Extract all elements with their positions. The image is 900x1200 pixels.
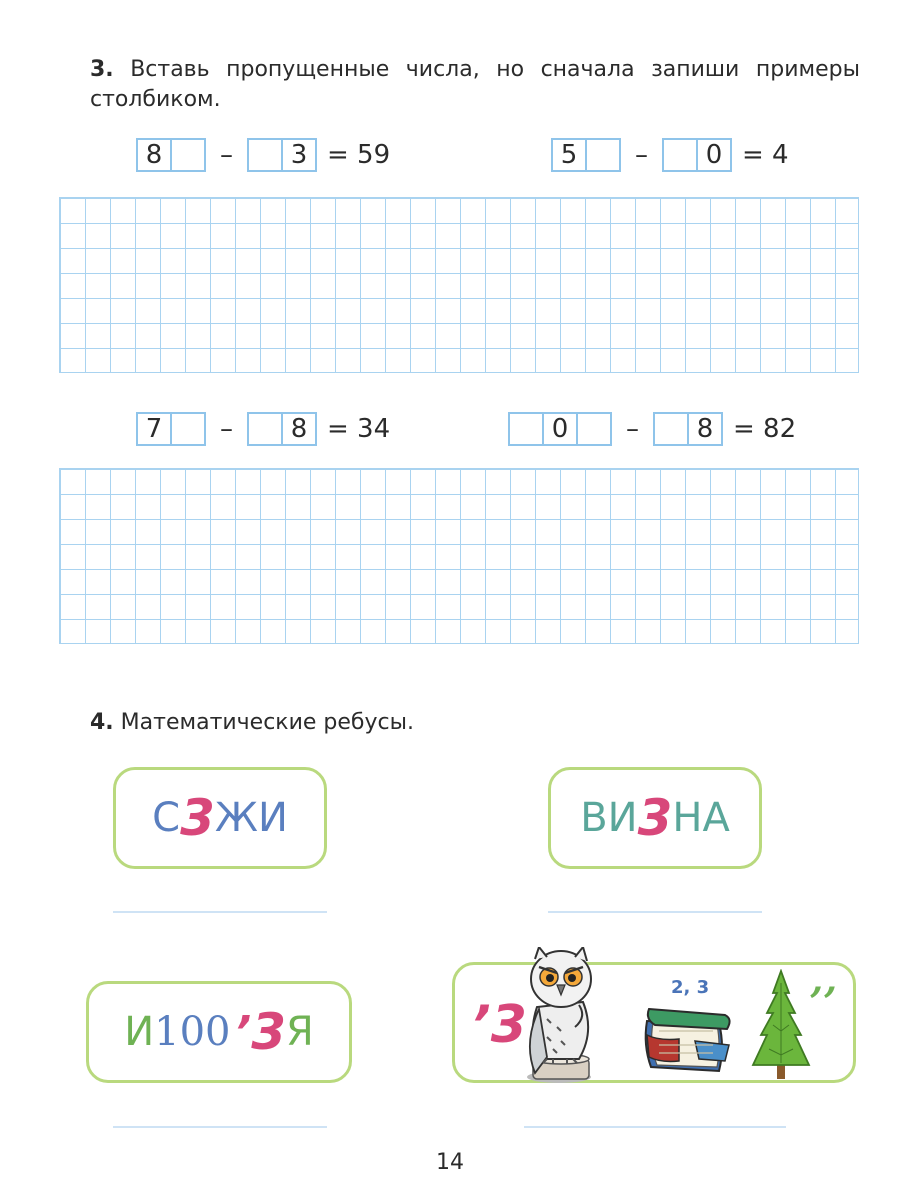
equation-result: = 82 — [733, 414, 797, 444]
digit-cell[interactable] — [170, 140, 204, 170]
rebus-digit-three: 3 — [251, 1003, 286, 1061]
digit-cell[interactable]: 8 — [145, 140, 163, 170]
digit-cell[interactable]: 5 — [560, 140, 578, 170]
fir-tree-icon — [751, 969, 811, 1081]
book-icon — [639, 1001, 739, 1075]
rebus-closing-commas: ’’ — [809, 979, 837, 1026]
digit-cell[interactable] — [249, 140, 281, 170]
right-number-box — [247, 138, 317, 172]
digit-cell[interactable]: 8 — [281, 414, 315, 444]
rebus-card-3 — [86, 981, 352, 1083]
digit-cell[interactable]: 3 — [281, 140, 315, 170]
rebus-letters: И — [124, 1009, 155, 1055]
equation-result: = 59 — [327, 140, 391, 170]
digit-cell[interactable]: 8 — [687, 414, 721, 444]
equation-4 — [508, 412, 796, 446]
digit-cell[interactable] — [170, 414, 204, 444]
task-3-text: Вставь пропущенные числа, но сначала запиши примеры столбиком. — [90, 57, 860, 112]
minus-sign: – — [626, 414, 639, 444]
minus-sign: – — [220, 140, 233, 170]
left-number-box — [551, 138, 621, 172]
digit-cell[interactable] — [585, 140, 619, 170]
task-4-text: Математические ребусы. — [120, 710, 414, 735]
task-3-number: 3. — [90, 57, 114, 82]
equation-result: = 34 — [327, 414, 391, 444]
equation-3 — [136, 412, 390, 446]
owl-icon — [517, 947, 617, 1085]
answer-line-2[interactable] — [548, 911, 762, 913]
digit-cell[interactable] — [655, 414, 687, 444]
task-3-instruction — [90, 55, 860, 115]
left-number-box — [508, 412, 612, 446]
digit-cell[interactable]: 7 — [145, 414, 163, 444]
rebus-letters: С — [152, 795, 181, 841]
rebus-letters: ЖИ — [214, 795, 288, 841]
minus-sign: – — [635, 140, 648, 170]
book-label: 2, 3 — [671, 977, 710, 998]
rebus-digit-three: 3 — [180, 789, 215, 847]
right-number-box — [662, 138, 732, 172]
rebus-card-2 — [548, 767, 762, 869]
task-4-instruction — [90, 708, 414, 738]
rebus-digit-three: 3 — [637, 789, 673, 847]
rebus-letters: Я — [286, 1009, 314, 1055]
rebus-letters: НА — [672, 795, 730, 841]
rebus-letters: ВИ — [580, 795, 638, 841]
answer-line-1[interactable] — [113, 911, 327, 913]
task-4-number: 4. — [90, 710, 114, 735]
rebus-apostrophe: ’ — [234, 1006, 252, 1058]
digit-cell[interactable]: 0 — [542, 414, 576, 444]
right-number-box — [653, 412, 723, 446]
rebus-card-1 — [113, 767, 327, 869]
left-number-box — [136, 412, 206, 446]
digit-cell[interactable] — [576, 414, 610, 444]
minus-sign: – — [220, 414, 233, 444]
equation-1 — [136, 138, 390, 172]
squared-grid-1[interactable] — [59, 197, 859, 373]
right-number-box — [247, 412, 317, 446]
equation-result: = 4 — [742, 140, 789, 170]
rebus-apostrophe-three: ’3 — [471, 995, 527, 1055]
digit-cell[interactable]: 0 — [696, 140, 730, 170]
rebus-number-100: 100 — [154, 1009, 231, 1055]
rebus-card-4 — [452, 962, 856, 1083]
digit-cell[interactable] — [249, 414, 281, 444]
answer-line-3[interactable] — [113, 1126, 327, 1128]
digit-cell[interactable] — [510, 414, 542, 444]
equation-2 — [551, 138, 789, 172]
answer-line-4[interactable] — [524, 1126, 786, 1128]
page-number: 14 — [436, 1150, 464, 1175]
squared-grid-2[interactable] — [59, 468, 859, 644]
left-number-box — [136, 138, 206, 172]
digit-cell[interactable] — [664, 140, 696, 170]
